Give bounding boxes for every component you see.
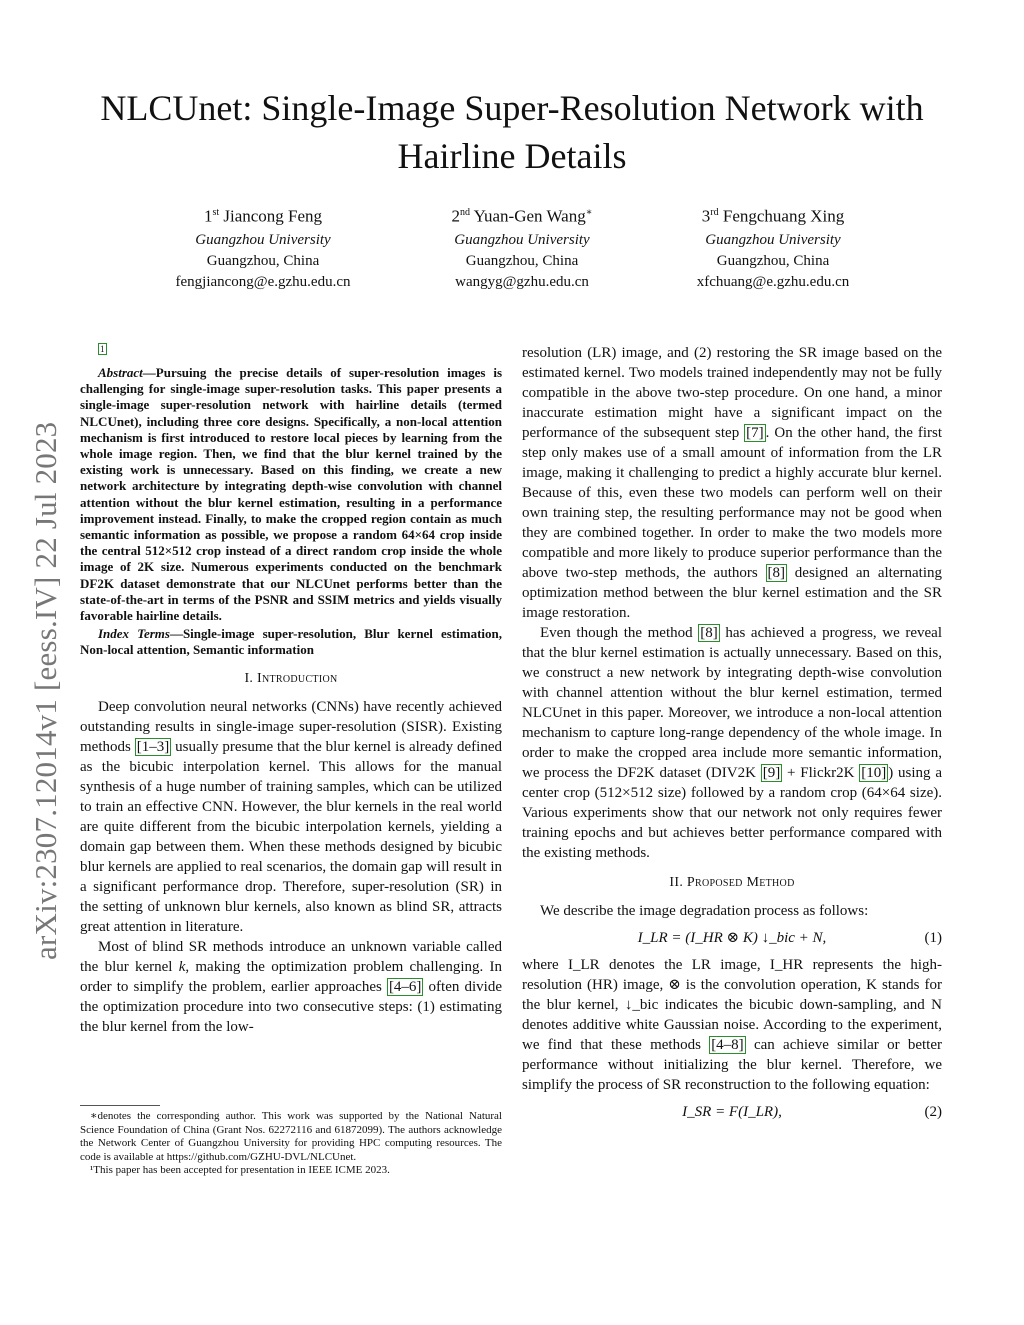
author-affiliation: Guangzhou University — [705, 231, 841, 248]
section-heading-proposed-method: II. Proposed Method — [669, 875, 795, 890]
author-email: xfchuang@e.gzhu.edu.cn — [696, 273, 850, 290]
right-column — [522, 343, 942, 1129]
equation-expression: I_LR = (I_HR ⊗ K) ↓_bic + N, — [637, 930, 827, 946]
equation-expression: I_SR = F(I_LR), — [682, 1104, 782, 1120]
footnotes — [80, 1105, 502, 1178]
author-location: Guangzhou, China — [465, 252, 579, 269]
footnote-marker-link[interactable]: 1 — [100, 344, 105, 354]
method-paragraph-2: where I_LR denotes the LR image, I_HR represents the high-resolution (HR) image, ⊗ is the convolution operation, K stands for the blur kernel, ↓_bic indicates the bicubic down-sampling, and N denotes additive white Gaussian noise. According to the experiment, we find that these methods [4–8] can achieve similar or better performance without initializing the blur kernel. Therefore, we simplify the process of SR reconstruction to the following equation: — [522, 957, 942, 1093]
author-email: wangyg@gzhu.edu.cn — [455, 273, 589, 290]
abstract: Abstract—Pursuing the precise details of super-resolution images is challenging for single-image super-resolution tasks. This paper presents a single-image super-resolution network with hairline details (termed NLCUnet), including three core designs. Specifically, a non-local attention mechanism is first introduced to restore local pieces by learning from the whole image region. Then, we find that the blur kernel trained by the existing work is unnecessary. Based on this finding, we create a new network architecture by integrating depth-wise convolution with channel attention without the blur kernel estimation, resulting in a performance improvement instead. Finally, to make the cropped region contain as much semantic information as possible, we propose a random 64×64 crop inside the central 512×512 crop instead of a direct random crop inside the whole image of 2K size. Numerous experiments conducted on the benchmark DF2K dataset demonstrate that our NLCUnet performs better than the state-of-the-art in terms of the PSNR and SSIM metrics and yields visually favorable hairline details. — [80, 365, 502, 624]
section-heading-introduction: I. Introduction — [244, 670, 338, 686]
author-name: 3rd Fengchuang Xing — [701, 206, 845, 226]
citation-link[interactable]: [10] — [861, 765, 887, 781]
equation-number: (2) — [924, 1104, 942, 1120]
citation-link[interactable]: [8] — [767, 565, 785, 581]
intro-paragraph-2: Most of blind SR methods introduce an unknown variable called the blur kernel k, making the optimization problem challenging. In order to simplify the problem, earlier approaches [4–6] often divide the optimization procedure into two consecutive steps: (1) estimating the blur kernel from the low- — [80, 938, 502, 1035]
author-affiliation: Guangzhou University — [454, 231, 590, 248]
author-affiliation: Guangzhou University — [195, 231, 331, 248]
arxiv-side-stamp: arXiv:2307.12014v1 [eess.IV] 22 Jul 2023 — [28, 421, 63, 960]
author-location: Guangzhou, China — [716, 252, 830, 269]
author-name: 1st Jiancong Feng — [203, 206, 323, 226]
citation-link[interactable]: [8] — [700, 625, 718, 641]
intro-paragraph-3: Even though the method [8] has achieved a progress, we reveal that the blur kernel estimation is actually unnecessary. Based on this, we construct a new network by integrating depth-wise convolution with channel attention without the blur kernel estimation, termed NLCUnet in this paper. Moreover, we introduce a non-local attention mechanism to capture long-range dependency of the whole image. In order to make the cropped area include more semantic information, we process the DF2K dataset (DIV2K [9] + Flickr2K [10] ) using a center crop (512×512 size) followed by a random crop (64×64 size). Various experiments show that our network not only requires fewer training epochs and but achieves better performance compared with the existing methods. — [522, 625, 942, 861]
author-location: Guangzhou, China — [206, 252, 320, 269]
author-block-3 — [623, 200, 923, 293]
author-name: 2nd Yuan-Gen Wang∗ — [451, 206, 593, 226]
paper-title: NLCUnet: Single-Image Super-Resolution Network with Hairline Details — [100, 88, 924, 176]
citation-link[interactable]: [7] — [746, 425, 764, 441]
index-terms: Index Terms—Single-image super-resolution, Blur kernel estimation, Non-local attention, Semantic information — [80, 626, 502, 658]
intro-paragraph-1: Deep convolution neural networks (CNNs) have recently achieved outstanding results in single-image super-resolution (SISR). Existing methods [1–3] usually presume that the blur kernel is already defined as the bicubic interpolation kernel. This allows for the manual synthesis of a huge number of training samples, which can be utilized to train an effective CNN. However, the blur kernels in the real world are quite different from the bicubic interpolation kernels, yielding a domain gap between them. When these methods designed by bicubic blur kernels are applied to real scenarios, the domain gap will result in a significant performance drop. Therefore, super-resolution (SR) in the setting of unknown blur kernels, also known as blind SR, attracts great attention in literature. — [80, 698, 502, 935]
citation-link[interactable]: [1–3] — [136, 738, 170, 755]
author-email: fengjiancong@e.gzhu.edu.cn — [175, 273, 351, 290]
equation-number: (1) — [924, 930, 942, 946]
left-column — [80, 343, 502, 1037]
citation-link[interactable]: [9] — [762, 765, 781, 781]
author-block-1 — [113, 200, 413, 293]
citation-link[interactable]: [4–6] — [388, 978, 422, 995]
footnote-acceptance: ¹This paper has been accepted for presentation in IEEE ICME 2023. — [90, 1164, 390, 1177]
equation-1 — [522, 921, 942, 955]
footnote-corresponding-author: ∗denotes the corresponding author. This work was supported by the National Natural Science Foundation of China (Grant Nos. 62272116 and 61872099). The authors acknowledge the Network Center of Guangzhou University for providing HPC computing resources. The code is available at https://github.com/GZHU-DVL/NLCUnet. — [80, 1110, 502, 1163]
citation-link[interactable]: [4–8] — [711, 1037, 744, 1053]
method-paragraph-1: We describe the image degradation process as follows: — [540, 903, 869, 919]
intro-paragraph-2-continued: resolution (LR) image, and (2) restoring the SR image based on the estimated kernel. Two models trained independently may not be fully compatible in the above two-step procedure. On one hand, a minor inaccurate estimation might have a significant impact on the performance of the subsequent step [7] . On the other hand, the first step only makes use of a small amount of information from the LR image, making it challenging to predict a highly accurate blur kernel. Because of this, even these two models can perform well on their own training step, the resulting performance may not be good when they are combined together. In order to make the two models more compatible and more likely to produce superior performance than the above two-step methods, the authors [8] designed an alternating optimization method between the blur kernel estimation and the SR image restoration. — [522, 345, 942, 621]
footnote-rule — [80, 1105, 160, 1106]
equation-2 — [522, 1095, 942, 1129]
